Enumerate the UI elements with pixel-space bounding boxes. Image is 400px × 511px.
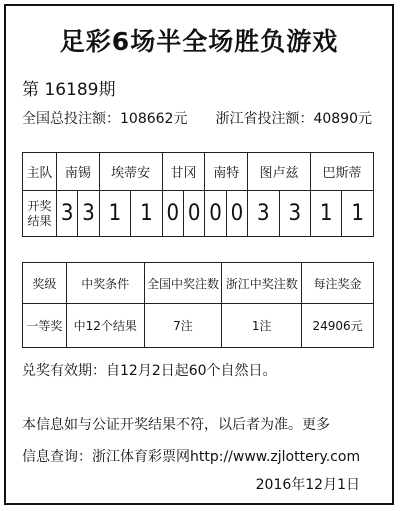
issue-number: 第 16189期 — [22, 80, 116, 100]
team-name: 图卢兹 — [248, 153, 311, 191]
draw-result-label-line2: 结果 — [27, 213, 52, 228]
team-name: 埃蒂安 — [99, 153, 162, 191]
result-digit: 3 — [248, 191, 279, 237]
publish-date: 2016年12月1日 — [255, 477, 360, 493]
query-info: 信息查询：浙江体育彩票网http://www.zjlottery.com — [22, 449, 361, 465]
redemption-validity: 兑奖有效期：自12月2日起60个自然日。 — [22, 363, 277, 379]
zhejiang-total: 浙江省投注额：40890元 — [215, 111, 372, 127]
prize-cell: 1注 — [222, 304, 302, 348]
home-team-row — [23, 153, 374, 191]
home-team-label: 主队 — [23, 153, 57, 191]
result-digit: 0 — [183, 191, 204, 237]
draw-result-label-line1: 开奖 — [27, 198, 52, 213]
notice-title: 足彩6场半全场胜负游戏 — [59, 27, 339, 56]
result-digit: 0 — [205, 191, 226, 237]
team-name: 甘冈 — [162, 153, 205, 191]
draw-result-row — [23, 191, 374, 237]
prize-header-cell: 中奖条件 — [66, 263, 144, 304]
result-digit: 3 — [57, 191, 78, 237]
result-digit: 3 — [279, 191, 310, 237]
prize-table — [22, 262, 374, 348]
result-digit: 3 — [78, 191, 99, 237]
prize-cell: 一等奖 — [23, 304, 67, 348]
result-digit: 0 — [162, 191, 183, 237]
national-total: 全国总投注额：108662元 — [22, 111, 188, 127]
prize-cell: 中12个结果 — [66, 304, 144, 348]
team-name: 南特 — [205, 153, 248, 191]
disclaimer-text: 本信息如与公证开奖结果不符，以后者为准。更多 — [22, 417, 330, 433]
result-digit: 1 — [310, 191, 341, 237]
prize-row — [23, 304, 374, 348]
prize-header-cell: 浙江中奖注数 — [222, 263, 302, 304]
match-results-table — [22, 152, 374, 237]
team-name: 巴斯蒂 — [310, 153, 373, 191]
result-digit: 0 — [226, 191, 247, 237]
prize-cell: 24906元 — [302, 304, 374, 348]
prize-cell: 7注 — [144, 304, 222, 348]
result-digit: 1 — [131, 191, 162, 237]
team-name: 南锡 — [57, 153, 100, 191]
prize-header-cell: 奖级 — [23, 263, 67, 304]
prize-header-cell: 每注奖金 — [302, 263, 374, 304]
result-digit: 1 — [342, 191, 374, 237]
result-digit: 1 — [99, 191, 130, 237]
draw-result-label — [23, 191, 57, 237]
prize-header-row — [23, 263, 374, 304]
betting-totals — [22, 108, 372, 128]
prize-header-cell: 全国中奖注数 — [144, 263, 222, 304]
